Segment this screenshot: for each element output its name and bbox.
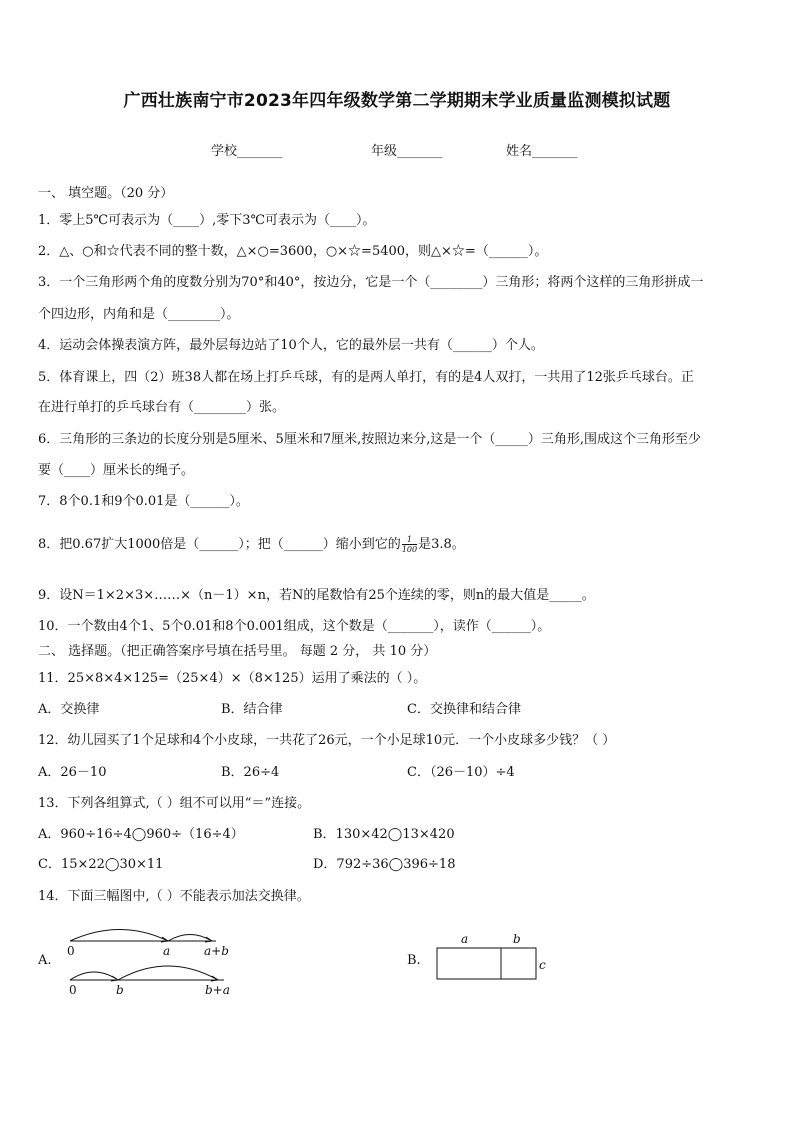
label-b-plus-a: b+a [205,983,230,997]
figure-b-label: B. [407,953,421,968]
school-field: 学校_______ [211,144,283,159]
page-title: 广西壮族南宁市2023年四年级数学第二学期期末学业质量监测模拟试题 [123,91,671,111]
rectangle-outline [437,948,536,979]
figure-a-number-lines [64,922,264,1002]
arc-a [70,930,168,942]
question-3-line-1: 3．一个三角形两个角的度数分别为70°和40°，按边分，它是一个（________）三角形；将两个这样的三角形拼成一 [38,275,704,290]
question-6-line-1: 6．三角形的三条边的长度分别是5厘米、5厘米和7厘米,按照边来分,这是一个（_____）三角形,围成这个三角形至少 [38,432,701,447]
label-a: a [461,932,469,946]
question-12: 12．幼儿园买了1个足球和4个小皮球，一共花了26元，一个小足球10元．一个小皮球多少钱？（ ） [38,733,616,748]
label-zero-top: 0 [67,944,75,958]
question-13-option-c: C．15×22◯30×11 [38,857,164,872]
question-5-line-2: 在进行单打的乒乓球台有（________）张。 [38,400,286,415]
question-13-option-b: B．130×42◯13×420 [313,827,455,842]
question-12-option-b: B．26÷4 [221,765,280,780]
label-a-plus-b: a+b [204,944,229,958]
question-14: 14．下面三幅图中,（ ）不能表示加法交换律。 [38,889,310,904]
label-c: c [539,958,546,972]
question-8 [38,533,465,554]
figure-b-rectangle [432,930,562,990]
label-a-top: a [163,944,171,958]
fraction-numerator: 1 [402,535,417,545]
question-4: 4．运动会体操表演方阵，最外层每边站了10个人，它的最外层一共有（______）个人。 [38,338,544,353]
question-12-option-c: C．（26－10）÷4 [407,765,515,780]
question-1: 1．零上5℃可表示为（____）,零下3℃可表示为（____）。 [38,213,376,228]
arc-b-top [168,935,212,942]
question-11-option-b: B．结合律 [221,702,283,717]
question-7: 7．8个0.1和9个0.01是（______）。 [38,494,249,509]
question-8-after: 是3.8。 [418,537,465,552]
grade-field: 年级_______ [371,144,443,159]
fraction-one-hundredth [402,535,417,554]
question-13: 13．下列各组算式,（ ）组不可以用“＝”连接。 [38,796,311,811]
question-11-option-a: A．交换律 [38,702,100,717]
question-9: 9．设N＝1×2×3×……×（n－1）×n，若N的尾数恰有25个连续的零，则n的最大值是_____。 [38,588,595,603]
question-2: 2．△、○和☆代表不同的整十数，△×○=3600，○×☆=5400，则△×☆=（______）。 [38,244,548,259]
fraction-denominator: 100 [401,545,418,554]
section-1-heading: 一、 填空题。（20 分） [38,186,174,201]
question-13-option-d: D．792÷36◯396÷18 [313,857,456,872]
question-11-option-c: C．交换律和结合律 [407,702,521,717]
label-b: b [513,932,521,946]
label-zero-bottom: 0 [69,983,77,997]
question-3-line-2: 个四边形，内角和是（________）。 [38,307,240,322]
arc-b-bottom [70,972,118,980]
question-13-option-a: A．960÷16÷4◯960÷（16÷4） [38,827,244,842]
label-b-bottom: b [116,983,124,997]
section-2-heading: 二、 选择题。（把正确答案序号填在括号里。 每题 2 分， 共 10 分） [38,644,437,659]
question-11: 11．25×8×4×125=（25×4）×（8×125）运用了乘法的（ ）。 [38,671,427,686]
arc-a-bottom [118,966,218,980]
question-8-before: 8．把0.67扩大1000倍是（______）；把（______）缩小到它的 [38,537,401,552]
question-12-option-a: A．26－10 [38,765,107,780]
figure-a-label: A. [38,953,52,968]
question-5-line-1: 5．体育课上，四（2）班38人都在场上打乒乓球，有的是两人单打，有的是4人双打，一共用了12张乒乓球台。正 [38,370,694,385]
question-10: 10．一个数由4个1、5个0.01和8个0.001组成，这个数是（_______），读作（______）。 [38,619,551,634]
name-field: 姓名_______ [506,144,578,159]
question-6-line-2: 要（____）厘米长的绳子。 [38,463,195,478]
